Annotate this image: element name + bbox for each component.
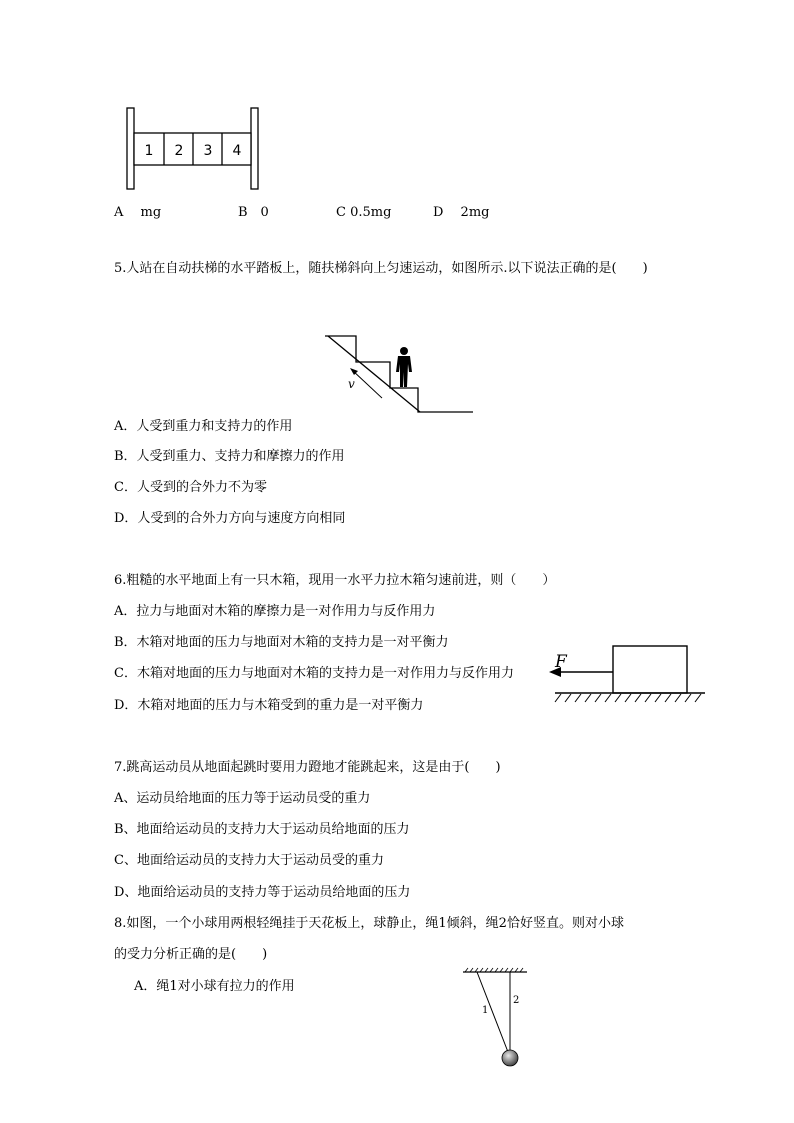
q6-option-d: D．木箱对地面的压力与木箱受到的重力是一对平衡力 bbox=[114, 698, 424, 713]
q8-option-a: A．绳1对小球有拉力的作用 bbox=[134, 979, 295, 994]
q8-pendulum-figure bbox=[455, 966, 535, 1070]
q6-option-a: A．拉力与地面对木箱的摩擦力是一对作用力与反作用力 bbox=[114, 604, 436, 619]
q7-option-b: B、地面给运动员的支持力大于运动员给地面的压力 bbox=[114, 822, 410, 837]
q5-stem: 5.人站在自动扶梯的水平踏板上，随扶梯斜向上匀速运动，如图所示.以下说法正确的是( ) bbox=[114, 261, 648, 276]
q7-option-a: A、运动员给地面的压力等于运动员受的重力 bbox=[114, 791, 371, 806]
q6-stem: 6.粗糙的水平地面上有一只木箱，现用一水平力拉木箱匀速前进，则（ ） bbox=[114, 573, 556, 588]
q5-option-c: C．人受到的合外力不为零 bbox=[114, 480, 267, 495]
q7-option-d: D、地面给运动员的支持力等于运动员给地面的压力 bbox=[114, 885, 411, 900]
block-4-label: 4 bbox=[232, 143, 242, 159]
ground-hatching bbox=[555, 694, 701, 702]
rope-2-label: 2 bbox=[513, 995, 520, 1006]
q6-option-c: C．木箱对地面的压力与地面对木箱的支持力是一对作用力与反作用力 bbox=[114, 666, 514, 681]
ball bbox=[502, 1050, 518, 1066]
q5-option-a: A．人受到重力和支持力的作用 bbox=[114, 419, 293, 434]
q7-stem: 7.跳高运动员从地面起跳时要用力蹬地才能跳起来，这是由于( ) bbox=[114, 760, 501, 775]
q8-stem-line2: 的受力分析正确的是( ) bbox=[114, 947, 268, 962]
q4-option-a: A mg bbox=[114, 205, 162, 220]
q5-escalator-figure bbox=[320, 332, 480, 416]
q8-stem-line1: 8.如图，一个小球用两根轻绳挂于天花板上，球静止，绳1倾斜，绳2恰好竖直。则对小球 bbox=[114, 916, 624, 931]
person-icon bbox=[396, 347, 412, 387]
velocity-label: v bbox=[348, 377, 355, 391]
wooden-box bbox=[613, 646, 687, 693]
escalator-steps bbox=[325, 336, 473, 412]
left-board bbox=[127, 108, 134, 189]
force-label: F bbox=[555, 652, 567, 672]
q6-box-figure bbox=[545, 642, 710, 706]
q5-option-b: B．人受到重力、支持力和摩擦力的作用 bbox=[114, 449, 345, 464]
rope-1-label: 1 bbox=[482, 1005, 489, 1016]
q4-option-c: C 0.5mg bbox=[336, 205, 392, 220]
q5-option-d: D．人受到的合外力方向与速度方向相同 bbox=[114, 511, 346, 526]
q4-option-d: D 2mg bbox=[433, 205, 490, 220]
block-3-label: 3 bbox=[203, 143, 213, 159]
block-2-label: 2 bbox=[174, 143, 184, 159]
q4-blocks-figure bbox=[120, 100, 270, 195]
right-board bbox=[251, 108, 258, 189]
q6-option-b: B．木箱对地面的压力与地面对木箱的支持力是一对平衡力 bbox=[114, 635, 449, 650]
q7-option-c: C、地面给运动员的支持力大于运动员受的重力 bbox=[114, 853, 384, 868]
block-1-label: 1 bbox=[144, 143, 154, 159]
q4-option-b: B 0 bbox=[238, 205, 269, 220]
